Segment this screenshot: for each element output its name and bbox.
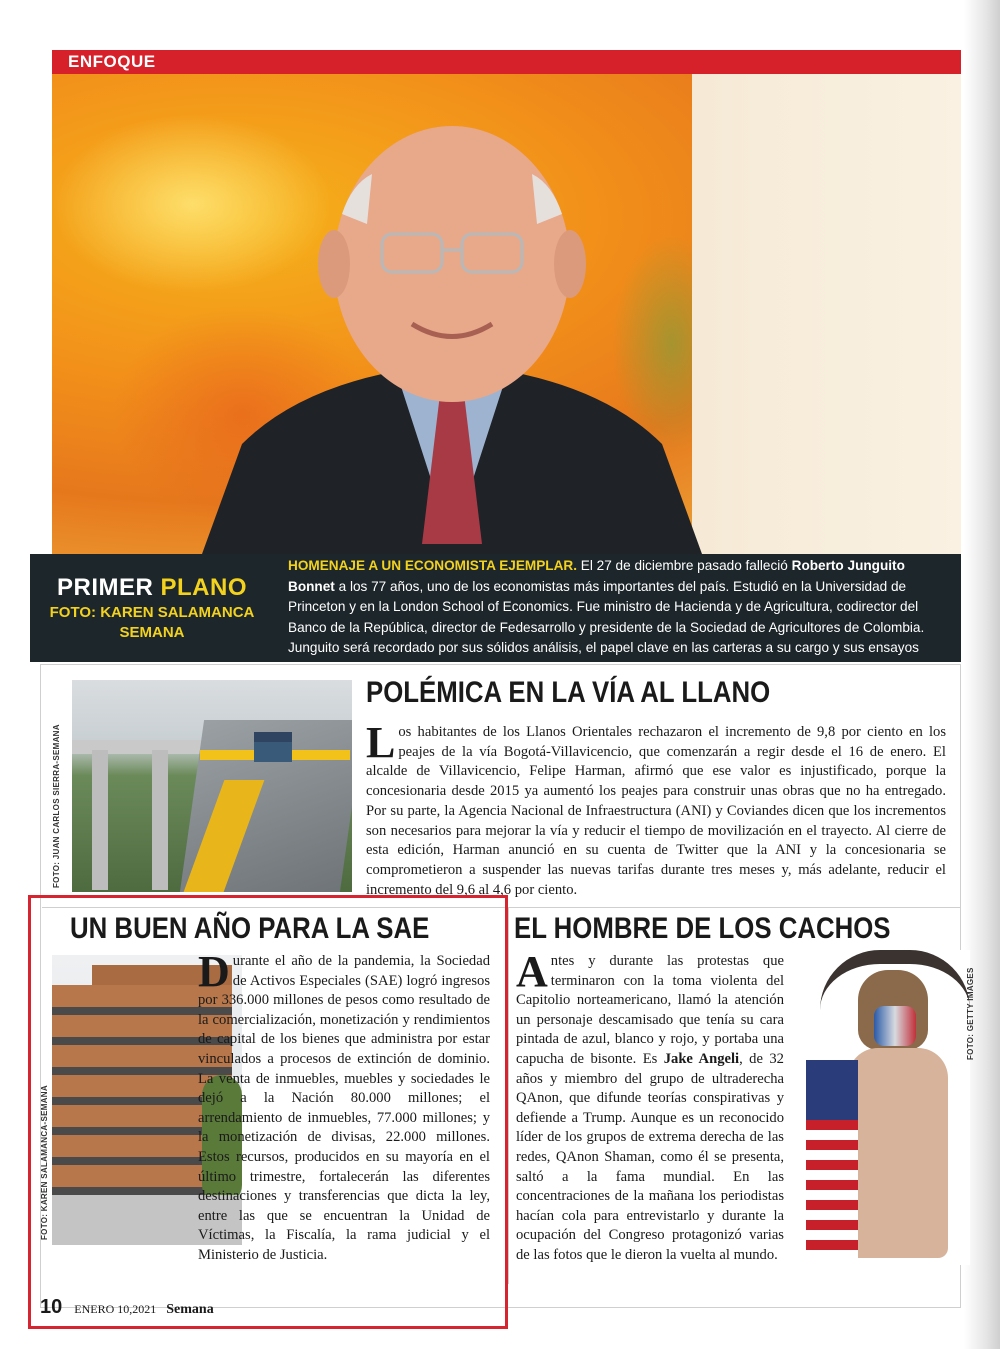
cachos-dropcap: A bbox=[516, 947, 548, 996]
polemica-dropcap: L bbox=[366, 718, 396, 767]
flag-canton bbox=[806, 1060, 858, 1120]
bridge-pillar bbox=[92, 750, 108, 890]
sae-dropcap: D bbox=[198, 947, 230, 996]
photo-credit-line2: SEMANA bbox=[119, 624, 185, 641]
primer-plano-caption bbox=[288, 556, 952, 680]
photo-credit-line1: FOTO: KAREN SALAMANCA bbox=[49, 604, 255, 621]
primer-plano-block bbox=[30, 554, 274, 662]
shaman-photo bbox=[790, 950, 970, 1265]
caption-name: Roberto Junguito Bonnet bbox=[288, 558, 905, 594]
caption-lead: HOMENAJE A UN ECONOMISTA EJEMPLAR. bbox=[288, 558, 578, 573]
cachos-text-1: ntes y durante las protestas que terminaron con la toma violenta del Capitolio norteamericano, llamó la atención un personaje descamisado que tenía su cara pintada de azul, blanco y rojo, y portaba una capucha de bisonte. Es bbox=[516, 953, 784, 1067]
polemica-text: os habitantes de los Llanos Orientales rechazaron el incremento de 9,8 por ciento en los peajes de la vía Bogotá-Villavicencio, que comenzarán a regir desde el 16 de enero. El alcalde de Villavicencio, Felipe Harman, afirmó que ese valor es injustificado, porque la concesionaria desde 2015 ya aumentó los peajes para construir unas obras que no ha entregado. Por su parte, la Agencia Nacional de Infraestructura (ANI) y Coviandes dicen que los incrementos son necesarios para mejorar la vía y reducir el tiempo de movilización en el trayecto. Al cierre de esta edición, Harman anunció en su cuenta de Twitter que la ANI y la concesionaria se comprometieron a suspender las nuevas tarifas durante tres meses y, más adelante, reducir el incremento del 9,6 al 4,6 por ciento. bbox=[366, 724, 946, 898]
caption-part2: a los 77 años, uno de los economistas más importantes del país. Estudió en la Universidad de Princeton y en la London School of Economics. Fue ministro de Hacienda y de Agricultura, codirector del Banco de la República, director de Fedesarrollo y presidente de la Sociedad de Agricultores de Colombia. Junguito será recordado por sus sólidos análisis, el papel clave en las carteras a su cargo y sus ensayos bbox=[288, 578, 925, 656]
vertical-divider bbox=[508, 908, 509, 1284]
painted-face bbox=[874, 1006, 916, 1046]
title-plano: PLANO bbox=[160, 574, 247, 601]
sae-body bbox=[198, 947, 490, 1266]
sae-photo-credit: FOTO: KAREN SALAMANCA-SEMANA bbox=[40, 1085, 49, 1240]
polemica-body bbox=[366, 718, 946, 900]
cachos-headline: EL HOMBRE DE LOS CACHOS bbox=[514, 912, 891, 945]
cachos-photo-credit: FOTO: GETTY IMAGES bbox=[966, 967, 975, 1060]
portrait-figure bbox=[52, 74, 961, 554]
highway-photo-credit: FOTO: JUAN CARLOS SIERRA-SEMANA bbox=[52, 724, 61, 888]
polemica-headline: POLÉMICA EN LA VÍA AL LLANO bbox=[366, 676, 771, 709]
highway-photo bbox=[72, 680, 352, 892]
caption-part1: El 27 de diciembre pasado falleció bbox=[577, 558, 792, 573]
primer-plano-photo-credit bbox=[30, 603, 274, 643]
truck bbox=[254, 732, 292, 762]
title-primer: PRIMER bbox=[56, 574, 154, 601]
section-label: ENFOQUE bbox=[68, 52, 156, 71]
hero-photo bbox=[52, 74, 961, 554]
cachos-name: Jake Angeli bbox=[663, 1050, 740, 1067]
cachos-body bbox=[516, 947, 784, 1266]
primer-plano-title bbox=[30, 574, 274, 602]
bridge-pillar bbox=[152, 750, 168, 890]
sae-text: urante el año de la pandemia, la Sociedad de Activos Especiales (SAE) logró ingresos por 336.000 millones de pesos como resultado de la comercialización, monetización y rendimientos de capital de los bienes que administra por estar vinculados a procesos de extinción de dominio. La venta de inmuebles, muebles y sociedades le dejó a la Nación 80.000 millones; el arrendamiento de inmuebles, 77.000 millones; y la monetización de divisas, 22.000 millones. Estos recursos, producidos en su mayoría en el último trimestre, fortalecerán las diferentes destinaciones y transferencias que dicta la ley, entre las que se encuentran la Unidad de Víctimas, la Fiscalía, la rama judicial y el Ministerio de Justicia. bbox=[198, 953, 490, 1263]
section-bar bbox=[52, 50, 961, 74]
magazine-name: Semana bbox=[166, 1302, 214, 1317]
cachos-text-2: , de 32 años y miembro del grupo de ultraderecha QAnon, que difunde teorías conspirativas y defiende a Trump. Aunque es un reconocido líder de los grupos de extrema derecha de las redes, QAnon Shaman, como él se presenta, saltó a la fama mundial. En las concentraciones de la mañana los periodistas hacían cola para entrevistarlo y durante la ocupación del Congreso protagonizó varias de las fotos que le dieron la vuelta al mundo. bbox=[516, 1050, 784, 1263]
page-folio bbox=[40, 1296, 214, 1319]
page-margin-top bbox=[0, 0, 1000, 28]
page-number: 10 bbox=[40, 1296, 63, 1318]
sae-headline: UN BUEN AÑO PARA LA SAE bbox=[70, 912, 430, 945]
tattooed-torso bbox=[848, 1048, 948, 1258]
issue-date: ENERO 10,2021 bbox=[74, 1302, 157, 1316]
